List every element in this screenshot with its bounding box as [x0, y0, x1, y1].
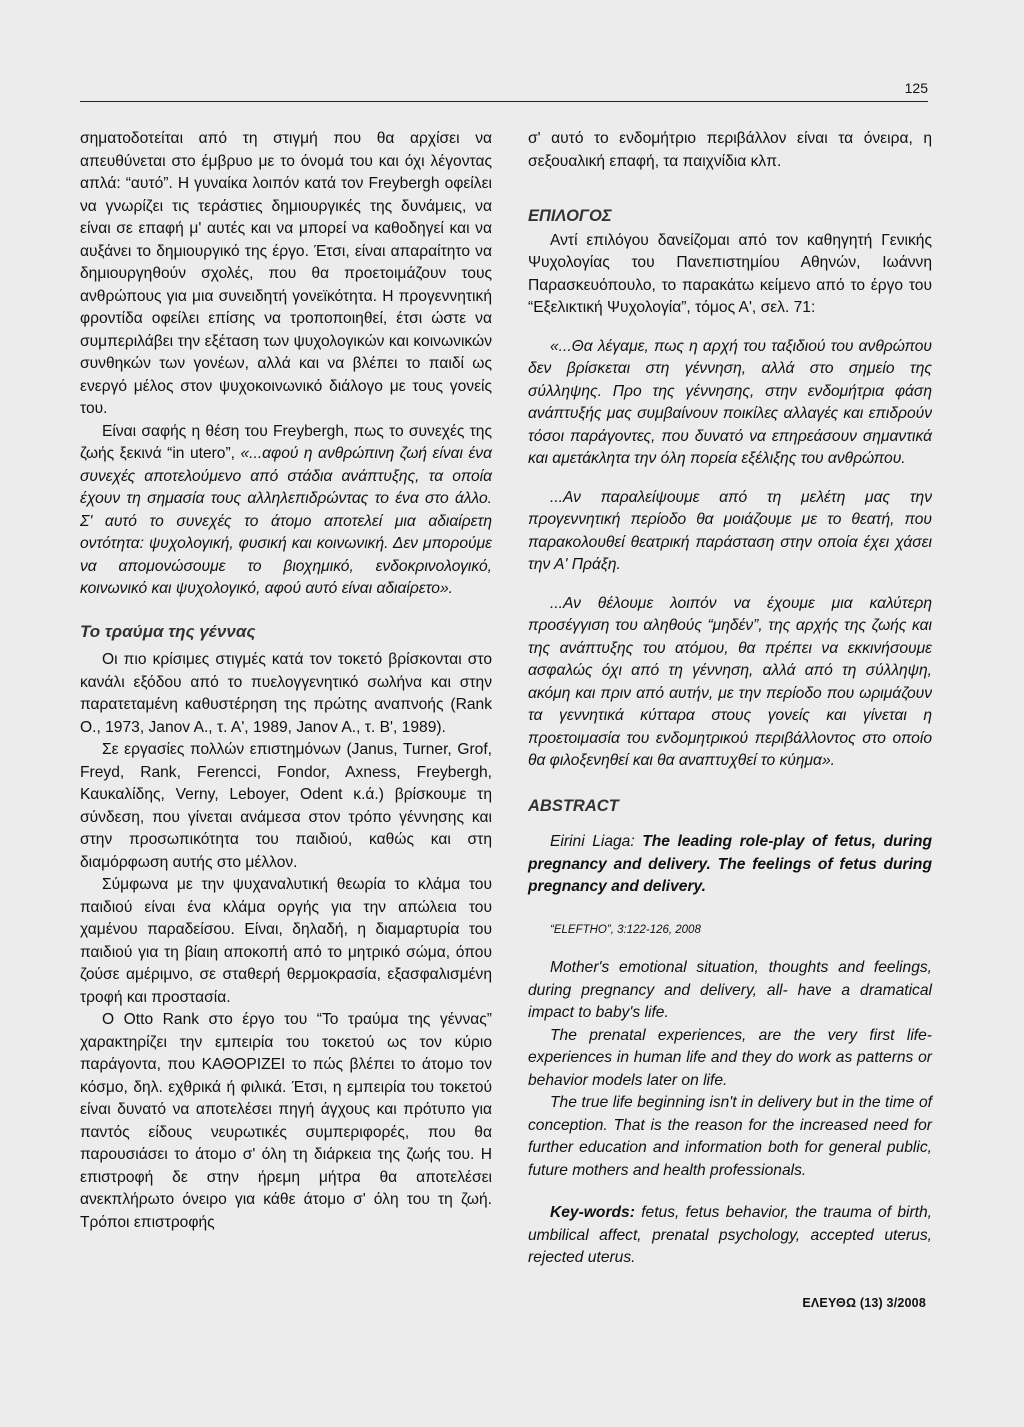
abstract-source: “ELEFTHO”, 3:122-126, 2008 — [550, 923, 701, 936]
right-column — [528, 128, 932, 1270]
left-paragraph-1: σηματοδοτείται από τη στιγμή που θα αρχίσει να απευθύνεται στο έμβρυο με το όνομά του και όχι λέγοντας απλά: “αυτό”. Η γυναίκα λοιπόν κατά τον Freybergh οφείλει να γνωρίζει τις τεράστιες δημιουργικές της δυνάμεις, να είναι σε επαφή μ' αυτές και να μπορεί να καθοδηγεί και να αυξάνει το δημιουργικό της έργο. Έτσι, είναι απαραίτητο να δημιουργηθούν σχολές, που θα προετοιμάζουν τους ανθρώπους για μια συνειδητή γονεϊκότητα. Η προγεννητική φροντίδα οφείλει επίσης να τροποποιηθεί, έτσι ώστε να συμπεριλάβει την εξέταση των ψυχολογικών και κοινωνικών συνθηκών των γονέων, αλλά και να βλέπει το παιδί ως ενεργό μέλος στον ψυχοκοινωνικό διάλογο με τους γονείς του. — [80, 130, 492, 417]
epilogue-quote-1: «...Θα λέγαμε, πως η αρχή του ταξιδιού του ανθρώπου δεν βρίσκεται στη γέννηση, αλλά στο σημείο της σύλληψης. Προ της γέννησης, στην ενδομήτρια φάση ανάπτυξής μας συμβαίνουν ποικίλες αλλαγές και επιδρούν τόσοι παράγοντες, που δυνατό να επηρεάσουν σημαντικά και αμετάκλητα την όλη πορεία εξέλιξης του ανθρώπου. — [528, 337, 932, 467]
abstract-article-title: The leading role-play of fetus, during pregnancy and delivery. The feelings of fetus during pregnancy and delivery. — [528, 833, 932, 895]
freybergh-statement: Είναι σαφής η θέση του Freybergh, πως το συνεχές της ζωής ξεκινά “in utero”, — [80, 422, 492, 462]
abstract-author: Eirini Liaga: — [550, 833, 643, 850]
freybergh-quote: «...αφού η ανθρώπινη ζωή είναι ένα συνεχές αποτελούμενο από στάδια ανάπτυξης, τα οποία έχουν τη σημασία τους αλληλεπιδρώντας το ένα στο άλλο. Σ' αυτό το συνεχές το άτομο αποτελεί μια αδιαίρετη οντότητα: ψυχολογική, φυσική και κοινωνική. Δεν μπορούμε να απομονώσουμε το βιοχημικό, ενδοκρινολογικό, κοινωνικό και ψυχολογικό, αφού αυτό είναι αδιαίρετο». — [80, 445, 492, 597]
section-heading-birth-trauma: Το τραύμα της γέννας — [80, 621, 256, 641]
journal-footer: ΕΛΕΥΘΩ (13) 3/2008 — [802, 1296, 926, 1310]
epilogue-quote-3: ...Αν θέλουμε λοιπόν να έχουμε μια καλύτερη προσέγγιση του αληθούς “μηδέν”, της αρχής της ζωής και της ανάπτυξης του ατόμου, θα πρέπει να εκκινήσουμε ασφαλώς όχι από τη γέννηση, αλλά από τη σύλληψη, ακόμη και πριν από αυτήν, με την περίοδο που ωριμάζουν τα γεννητικά κύτταρα στους γονείς και γίνεται η προετοιμασία του ενδομητρικού περιβάλλοντος στο οποίο θα φιλοξενηθεί και θα αναπτυχθεί το κύημα». — [528, 594, 932, 769]
section-heading-abstract: ABSTRACT — [528, 796, 619, 815]
abstract-title — [528, 831, 932, 899]
abstract-paragraph-2: The prenatal experiences, are the very first life-experiences in human life and they do work as patterns or behavior models later on life. — [528, 1026, 932, 1089]
page-number: 125 — [904, 80, 928, 96]
keywords-text: fetus, fetus behavior, the trauma of birth, umbilical affect, prenatal psychology, accepted uterus, rejected uterus. — [528, 1204, 932, 1266]
epilogue-intro: Αντί επιλόγου δανείζομαι από τον καθηγητή Γενικής Ψυχολογίας του Πανεπιστημίου Αθηνών, Ιωάννη Παρασκευόπουλο, το παρακάτω κείμενο από το έργο του “Εξελικτική Ψυχολογία”, τόμος Α', σελ. 71: — [528, 231, 932, 316]
keywords — [528, 1202, 932, 1270]
epilogue-quote-2: ...Αν παραλείψουμε από τη μελέτη μας την προγεννητική περίοδο θα μοιάζουμε με το θεατή, που παρακολουθεί θεατρική παράσταση στην οποία έχει χάσει την Α' Πράξη. — [528, 488, 932, 573]
section-heading-epilogue: ΕΠΙΛΟΓΟΣ — [528, 207, 612, 225]
left-column — [80, 128, 492, 1234]
abstract-paragraph-3: The true life beginning isn't in delivery but in the time of conception. That is the reason for the increased need for further education and information both for general public, future mothers and health professionals. — [528, 1094, 932, 1179]
keywords-label: Key-words: — [550, 1204, 642, 1221]
right-paragraph-1: σ' αυτό το ενδομήτριο περιβάλλον είναι τα όνειρα, η σεξουαλική επαφή, τα παιχνίδια κλπ. — [528, 130, 932, 170]
left-paragraph-4: Σε εργασίες πολλών επιστημόνων (Janus, Turner, Grof, Freyd, Rank, Ferencci, Fondor, Axness, Freybergh, Καυκαλίδης, Verny, Leboyer, Odent κ.ά.) βρίσκουμε τη σύνδεση, που γίνεται ανάμεσα στον τρόπο γέννησης και στην προσωπικότητα του παιδιού, καθώς και στη διαμόρφωση αυτής στο μέλλον. — [80, 741, 492, 871]
header-rule — [80, 101, 928, 102]
abstract-paragraph-1: Mother's emotional situation, thoughts and feelings, during pregnancy and delivery, all- have a dramatical impact to baby's life. — [528, 959, 932, 1021]
left-paragraph-5: Σύμφωνα με την ψυχαναλυτική θεωρία το κλάμα του παιδιού είναι ένα κλάμα οργής για την απώλεια του χαμένου παραδείσου. Είναι, δηλαδή, η διαμαρτυρία του παιδιού για τη βίαιη αποκοπή από το μητρικό σώμα, όπου ζούσε αμέριμνο, σε σταθερή θερμοκρασία, εξασφαλισμένη τροφή και προστασία. — [80, 876, 492, 1006]
left-paragraph-6: Ο Otto Rank στο έργο του “Το τραύμα της γέννας” χαρακτηρίζει την εμπειρία του τοκετού ως τον κύριο παράγοντα, που ΚΑΘΟΡΙΖΕΙ το πώς βλέπει το άτομο τον κόσμο, δηλ. εχθρικά ή φιλικά. Έτσι, η εμπειρία του τοκετού είναι δυνατό να αποτελέσει πηγή άγχους και πρότυπο για παντός είδους νευρωτικές συμπεριφορές, που θα παρουσιάσει το άτομο σ' όλη τη διάρκεια της ζωής του. Η επιστροφή δε στην ήρεμη μήτρα θα αποτελέσει ανεκπλήρωτο όνειρο για κάθε άτομο σ' όλη του τη ζωή. Τρόποι επιστροφής — [80, 1011, 492, 1231]
left-paragraph-2 — [80, 421, 492, 601]
left-paragraph-3: Οι πιο κρίσιμες στιγμές κατά τον τοκετό βρίσκονται στο κανάλι εξόδου από το πυελογγενητικό σωλήνα και στην παρατεταμένη καθυστέρηση της πρώτης αναπνοής (Rank O., 1973, Janov A., τ. Α', 1989, Janov A., τ. Β', 1989). — [80, 651, 492, 736]
